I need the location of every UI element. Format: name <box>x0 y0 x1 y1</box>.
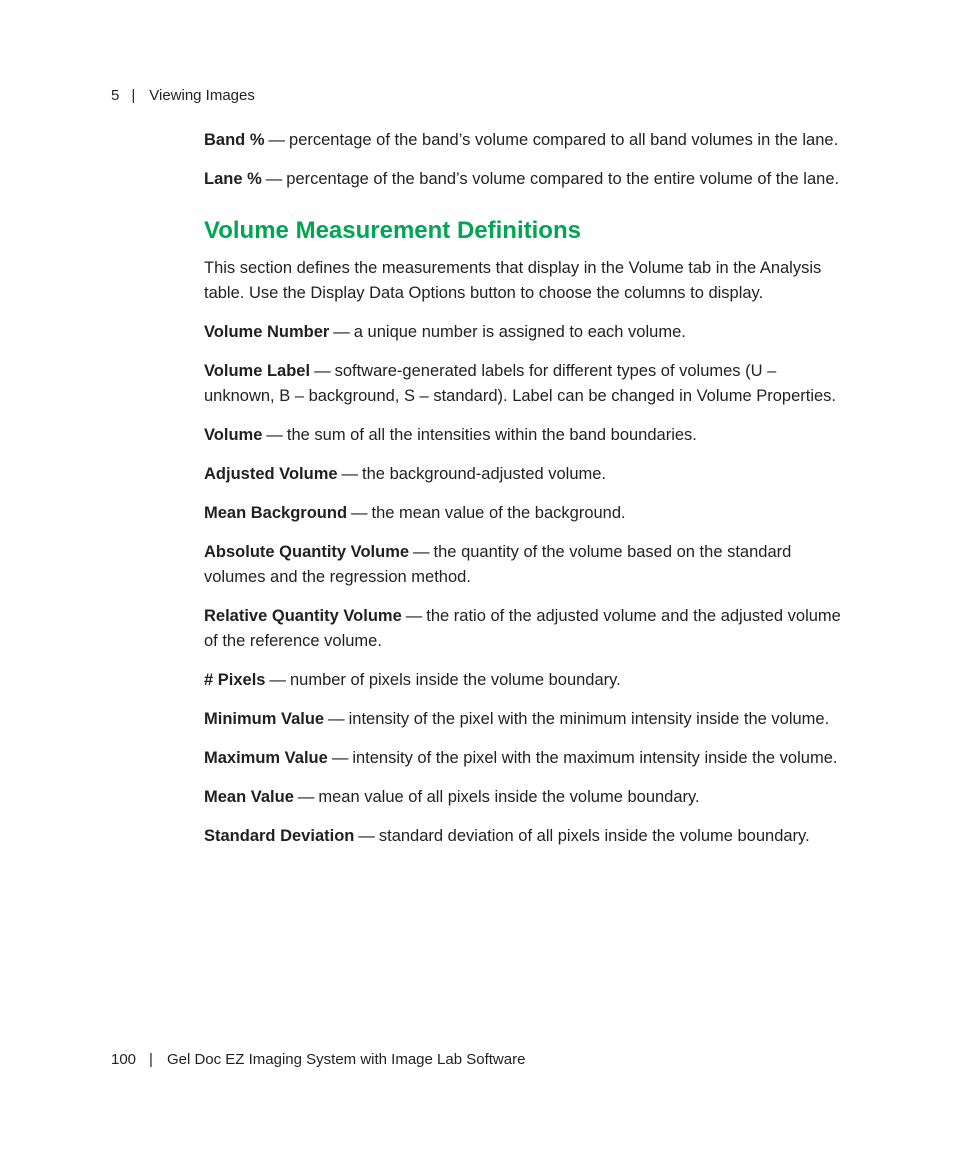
definition-term: Absolute Quantity Volume <box>204 543 410 561</box>
em-dash: — <box>266 426 283 444</box>
definition-term: Mean Value <box>204 788 294 806</box>
section-intro: This section defines the measurements that display in the Volume tab in the Analysis table. Use the Display Data Options button to choose the columns to display. <box>204 259 822 302</box>
chapter-title: Viewing Images <box>149 87 255 104</box>
em-dash: — <box>333 323 350 341</box>
definition-volume-number <box>204 320 844 345</box>
definition-text: a unique number is assigned to each volume. <box>353 323 686 341</box>
definition-term: Standard Deviation <box>204 827 355 845</box>
em-dash: — <box>358 827 375 845</box>
em-dash: — <box>265 170 283 188</box>
definition-text: mean value of all pixels inside the volume boundary. <box>318 788 700 806</box>
definition-volume-label <box>204 359 844 409</box>
definition-text: percentage of the band’s volume compared to all band volumes in the lane. <box>289 131 839 149</box>
definition-mean-background <box>204 501 844 526</box>
definition-maximum-value <box>204 746 844 771</box>
em-dash: — <box>314 362 331 380</box>
footer-separator: | <box>149 1051 153 1068</box>
definition-term: Adjusted Volume <box>204 465 338 483</box>
definition-term: Relative Quantity Volume <box>204 607 402 625</box>
definition-relative-quantity-volume <box>204 604 844 654</box>
definition-volume <box>204 423 844 448</box>
page-number: 100 <box>111 1051 137 1068</box>
definition-standard-deviation <box>204 824 844 849</box>
definition-term: # Pixels <box>204 671 266 689</box>
definition-text: the background-adjusted volume. <box>362 465 607 483</box>
definition-term: Lane % <box>204 170 262 188</box>
definition-text: the ratio of the adjusted volume and the adjusted volume of the reference volume. <box>204 607 841 650</box>
em-dash: — <box>331 749 349 767</box>
definition-term: Maximum Value <box>204 749 328 767</box>
definition-adjusted-volume <box>204 462 844 487</box>
definition-term: Minimum Value <box>204 710 325 728</box>
definition-term: Volume Number <box>204 323 330 341</box>
definition-text: the quantity of the volume based on the standard volumes and the regression method. <box>204 543 792 586</box>
em-dash: — <box>269 671 286 689</box>
em-dash: — <box>351 504 368 522</box>
definition-term: Volume Label <box>204 362 311 380</box>
definition-term: Band % <box>204 131 265 149</box>
definition-text: intensity of the pixel with the maximum intensity inside the volume. <box>352 749 838 767</box>
definition-text: intensity of the pixel with the minimum intensity inside the volume. <box>348 710 830 728</box>
definition-text: number of pixels inside the volume boundary. <box>289 671 621 689</box>
running-header <box>111 87 255 105</box>
em-dash: — <box>268 131 286 149</box>
em-dash: — <box>413 543 430 561</box>
book-title: Gel Doc EZ Imaging System with Image Lab Software <box>166 1051 526 1068</box>
definition-text: software-generated labels for different types of volumes (U – unknown, B – background, S – standard). Label can be changed in Volume Properties. <box>204 362 836 405</box>
definition-minimum-value <box>204 707 844 732</box>
definition-absolute-quantity-volume <box>204 540 844 590</box>
em-dash: — <box>297 788 315 806</box>
definition-text: the sum of all the intensities within the band boundaries. <box>286 426 697 444</box>
em-dash: — <box>405 607 423 625</box>
definition-text: the mean value of the background. <box>371 504 626 522</box>
section-heading: Volume Measurement Definitions <box>204 217 581 244</box>
definition-text: percentage of the band’s volume compared to the entire volume of the lane. <box>286 170 840 188</box>
definition-pixels <box>204 668 844 693</box>
definition-mean-value <box>204 785 844 810</box>
chapter-number: 5 <box>111 87 120 104</box>
running-footer <box>111 1051 525 1069</box>
definition-lane-percent <box>204 167 844 192</box>
em-dash: — <box>328 710 345 728</box>
definition-term: Mean Background <box>204 504 348 522</box>
definition-term: Volume <box>204 426 263 444</box>
header-separator: | <box>131 87 136 104</box>
definition-text: standard deviation of all pixels inside the volume boundary. <box>378 827 810 845</box>
page-body <box>204 128 844 863</box>
definition-band-percent <box>204 128 844 153</box>
em-dash: — <box>341 465 359 483</box>
